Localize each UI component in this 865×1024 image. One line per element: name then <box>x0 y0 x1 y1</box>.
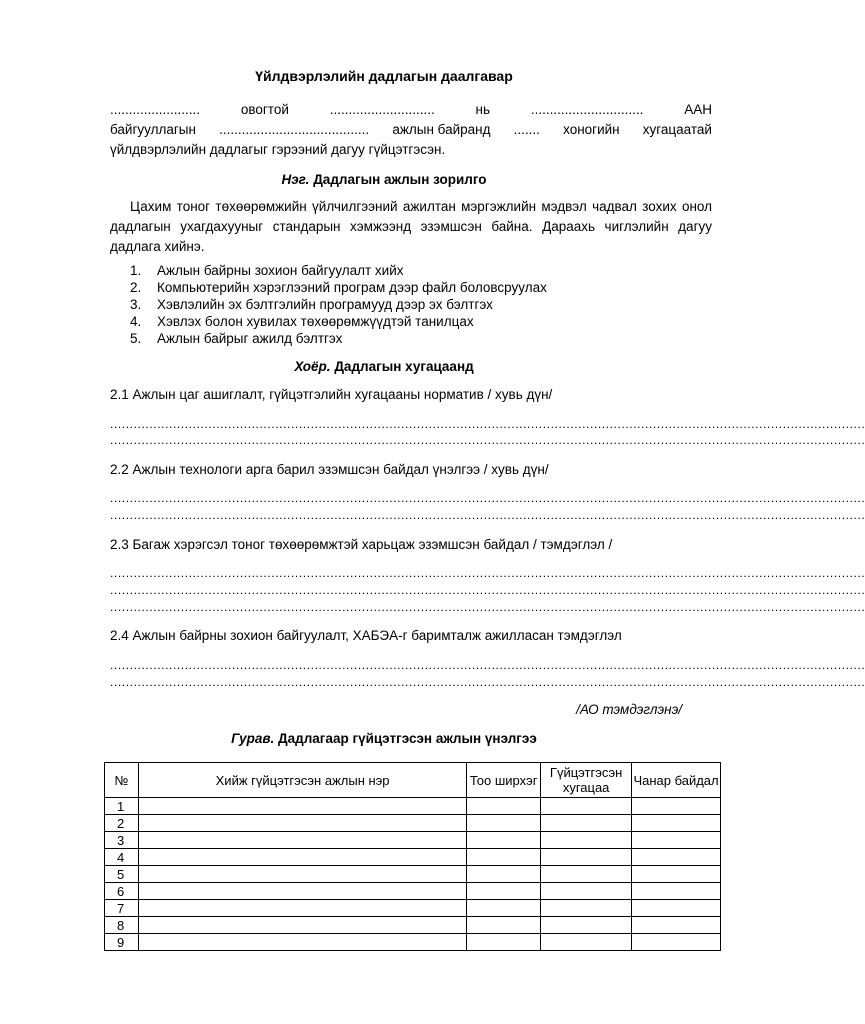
cell-quantity[interactable] <box>467 900 541 917</box>
table-row <box>105 832 721 849</box>
cell-duration[interactable] <box>541 917 632 934</box>
list-item-text: Ажлын байрны зохион байгуулалт хийх <box>157 263 404 278</box>
evaluation-table <box>104 762 721 951</box>
cell-work-name[interactable] <box>138 849 466 866</box>
page-title: Үйлдвэрлэлийн дадлагын даалгавар <box>255 68 513 84</box>
cell-quality[interactable] <box>632 934 721 951</box>
cell-quality[interactable] <box>632 849 721 866</box>
intro-text: хоногийн <box>563 122 620 137</box>
cell-work-name[interactable] <box>138 866 466 883</box>
cell-quality[interactable] <box>632 900 721 917</box>
cell-quantity[interactable] <box>467 883 541 900</box>
row-number: 1 <box>105 798 139 815</box>
question-2-1: 2.1 Ажлын цаг ашиглалт, гүйцэтгэлийн хугацааны норматив / хувь дүн/ <box>110 387 553 402</box>
section-2-heading <box>0 359 768 374</box>
cell-quality[interactable] <box>632 798 721 815</box>
cell-work-name[interactable] <box>138 798 466 815</box>
intro-text: ААН <box>684 102 712 117</box>
dotted-line: ................................................................................................................................................................................................ <box>110 675 865 689</box>
table-row <box>105 917 721 934</box>
section-2-prefix: Хоёр. <box>294 359 331 374</box>
intro-line-2 <box>110 120 712 140</box>
cell-duration[interactable] <box>541 866 632 883</box>
list-item-text: Хэвлэх болон хувилах төхөөрөмжүүдтэй танилцах <box>157 314 474 329</box>
column-header-work-name: Хийж гүйцэтгэсэн ажлын нэр <box>138 763 466 798</box>
table-row <box>105 883 721 900</box>
cell-quality[interactable] <box>632 815 721 832</box>
cell-quality[interactable] <box>632 917 721 934</box>
column-header-number: № <box>105 763 139 798</box>
row-number: 6 <box>105 883 139 900</box>
section-1-paragraph: Цахим тоног төхөөрөмжийн үйлчилгээний ажилтан мэргэжлийн мэдвэл чадвал зохих онол дадлагын ухагдахууныг стандарын хэмжээнд эзэмшсэн байна. Дараахь чиглэлийн дагуу дадлага хийнэ. <box>110 199 712 254</box>
cell-duration[interactable] <box>541 832 632 849</box>
intro-text: байгууллагын <box>110 122 196 137</box>
list-item <box>130 262 547 279</box>
table-row <box>105 849 721 866</box>
table-row <box>105 934 721 951</box>
column-header-duration: Гүйцэтгэсэн хугацаа <box>541 763 632 798</box>
list-item <box>130 296 547 313</box>
table-row <box>105 900 721 917</box>
intro-text: овогтой <box>240 102 289 117</box>
intro-blank: ........................................ <box>219 122 370 137</box>
list-item-number: 2. <box>130 280 142 295</box>
column-header-quantity: Тоо ширхэг <box>467 763 541 798</box>
cell-work-name[interactable] <box>138 832 466 849</box>
list-item-text: Ажлын байрыг ажилд бэлтгэх <box>157 331 343 346</box>
cell-duration[interactable] <box>541 883 632 900</box>
row-number: 8 <box>105 917 139 934</box>
intro-text: ажлын байранд <box>392 122 491 137</box>
cell-duration[interactable] <box>541 798 632 815</box>
intro-line-3: үйлдвэрлэлийн дадлагыг гэрээний дагуу гүйцэтгэсэн. <box>110 142 446 157</box>
cell-quantity[interactable] <box>467 934 541 951</box>
cell-quality[interactable] <box>632 866 721 883</box>
intro-blank: ....... <box>513 122 540 137</box>
cell-quality[interactable] <box>632 883 721 900</box>
intro-text: хугацаатай <box>642 122 712 137</box>
table-header-row <box>105 763 721 798</box>
intro-paragraph <box>110 100 712 160</box>
section-3-prefix: Гурав. <box>231 731 275 746</box>
cell-work-name[interactable] <box>138 815 466 832</box>
dotted-line: ................................................................................................................................................................................................ <box>110 583 865 597</box>
section-1-heading <box>0 172 768 187</box>
cell-quantity[interactable] <box>467 917 541 934</box>
table-row <box>105 815 721 832</box>
dotted-line: ................................................................................................................................................................................................ <box>110 417 865 431</box>
list-item-text: Компьютерийн хэрэглээний програм дээр файл боловсруулах <box>157 280 547 295</box>
row-number: 3 <box>105 832 139 849</box>
intro-blank: ............................ <box>329 102 435 117</box>
list-item-number: 4. <box>130 314 142 329</box>
section-3-heading <box>0 731 768 746</box>
row-number: 7 <box>105 900 139 917</box>
section-1-title: Дадлагын ажлын зорилго <box>309 172 487 187</box>
intro-blank: ........................ <box>110 102 201 117</box>
cell-quantity[interactable] <box>467 849 541 866</box>
cell-quantity[interactable] <box>467 866 541 883</box>
intro-blank: .............................. <box>530 102 644 117</box>
dotted-line: ................................................................................................................................................................................................ <box>110 433 865 447</box>
cell-duration[interactable] <box>541 934 632 951</box>
stamp-note: /АО тэмдэглэнэ/ <box>576 702 682 717</box>
question-2-2: 2.2 Ажлын технологи арга барил эзэмшсэн байдал үнэлгээ / хувь дүн/ <box>110 462 549 477</box>
list-item-number: 5. <box>130 331 142 346</box>
row-number: 9 <box>105 934 139 951</box>
row-number: 2 <box>105 815 139 832</box>
cell-work-name[interactable] <box>138 934 466 951</box>
cell-duration[interactable] <box>541 815 632 832</box>
row-number: 5 <box>105 866 139 883</box>
dotted-line: ................................................................................................................................................................................................ <box>110 508 865 522</box>
cell-work-name[interactable] <box>138 900 466 917</box>
list-item <box>130 313 547 330</box>
intro-line-1 <box>110 100 712 120</box>
dotted-line: ................................................................................................................................................................................................ <box>110 600 865 614</box>
list-item <box>130 279 547 296</box>
list-item <box>130 330 547 347</box>
goal-list <box>130 262 547 347</box>
cell-quantity[interactable] <box>467 832 541 849</box>
list-item-number: 1. <box>130 263 142 278</box>
question-2-4: 2.4 Ажлын байрны зохион байгуулалт, ХАБЭА-г баримталж ажилласан тэмдэглэл <box>110 628 622 643</box>
cell-quality[interactable] <box>632 832 721 849</box>
cell-quantity[interactable] <box>467 798 541 815</box>
cell-work-name[interactable] <box>138 883 466 900</box>
dotted-line: ................................................................................................................................................................................................ <box>110 491 865 505</box>
section-3-title: Дадлагаар гүйцэтгэсэн ажлын үнэлгээ <box>274 731 537 746</box>
table-row <box>105 866 721 883</box>
section-1-prefix: Нэг. <box>281 172 310 187</box>
section-2-title: Дадлагын хугацаанд <box>330 359 474 374</box>
dotted-line: ................................................................................................................................................................................................ <box>110 566 865 580</box>
question-2-3: 2.3 Багаж хэрэгсэл тоног төхөөрөмжтэй харьцаж эзэмшсэн байдал / тэмдэглэл / <box>110 537 613 552</box>
row-number: 4 <box>105 849 139 866</box>
column-header-quality: Чанар байдал <box>632 763 721 798</box>
cell-duration[interactable] <box>541 849 632 866</box>
table-row <box>105 798 721 815</box>
list-item-text: Хэвлэлийн эх бэлтгэлийн програмууд дээр эх бэлтгэх <box>157 297 493 312</box>
list-item-number: 3. <box>130 297 142 312</box>
intro-text: нь <box>475 102 491 117</box>
cell-work-name[interactable] <box>138 917 466 934</box>
cell-duration[interactable] <box>541 900 632 917</box>
cell-quantity[interactable] <box>467 815 541 832</box>
dotted-line: ................................................................................................................................................................................................ <box>110 658 865 672</box>
